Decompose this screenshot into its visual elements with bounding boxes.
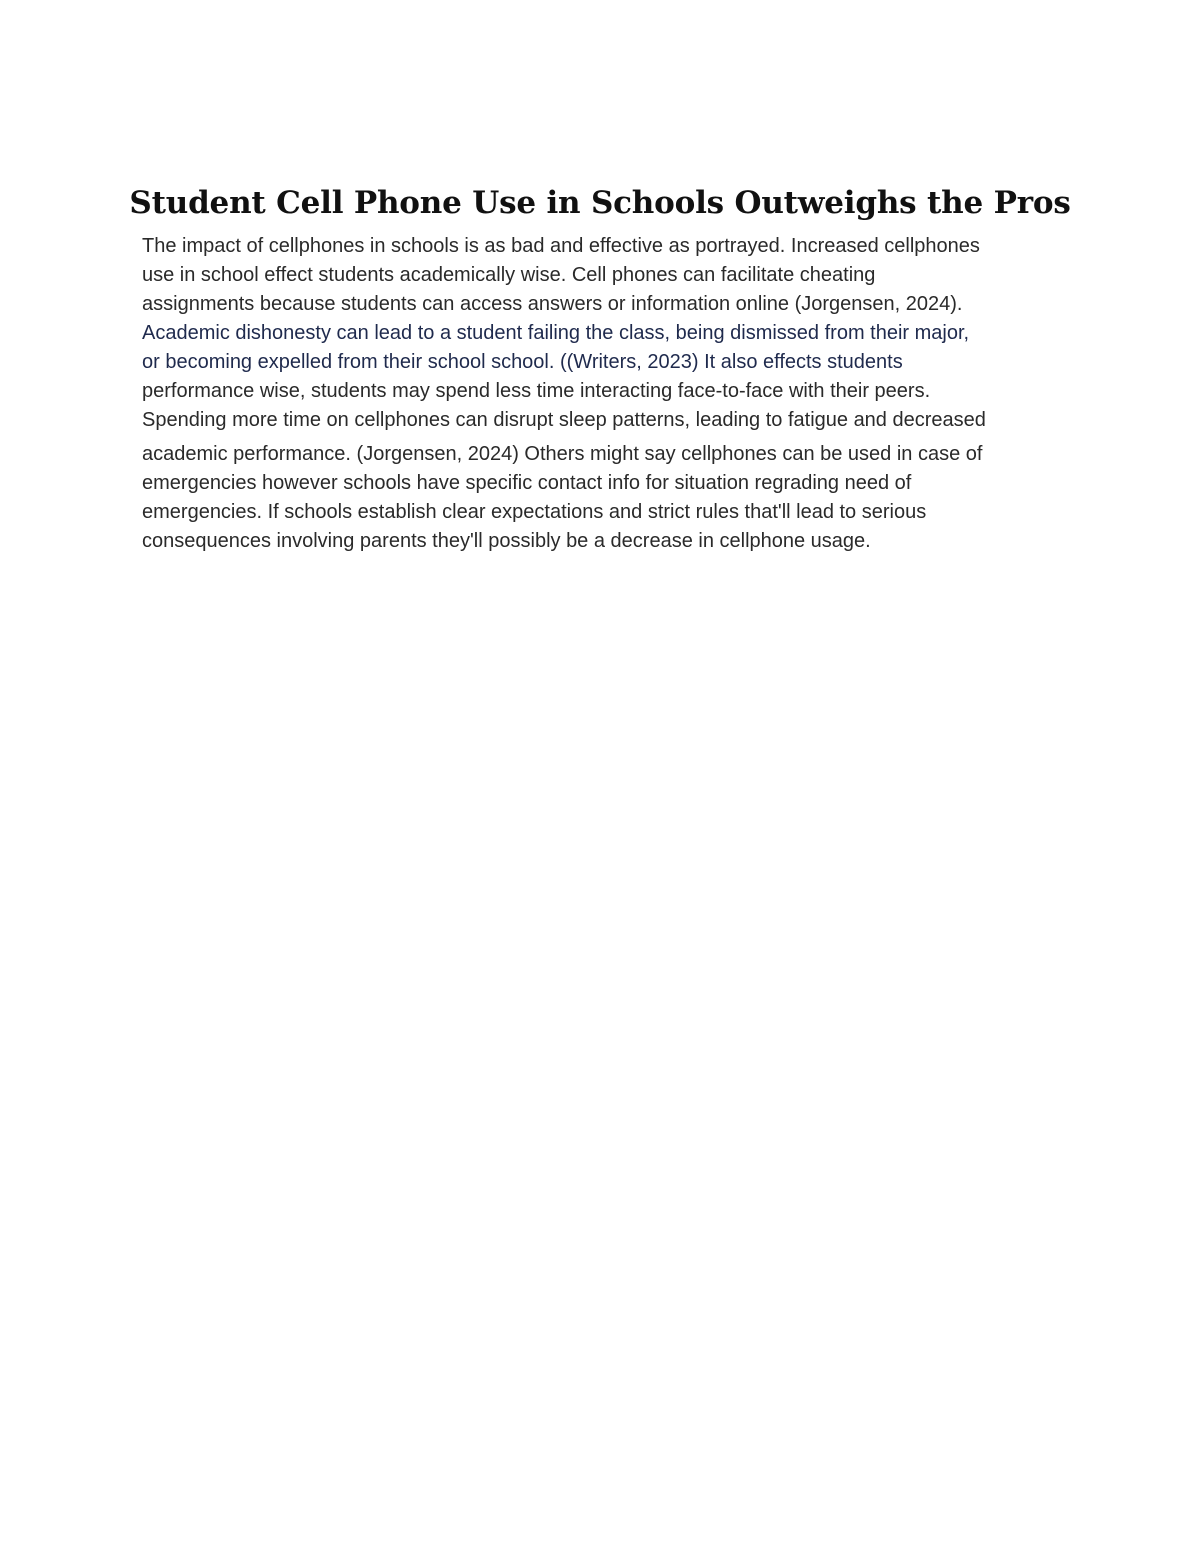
body-line-2: use in school effect students academically wise. Cell phones can facilitate cheating xyxy=(142,264,876,286)
body-line-10: emergencies. If schools establish clear expectations and strict rules that'll lead to serious xyxy=(142,501,927,523)
body-line-7: Spending more time on cellphones can disrupt sleep patterns, leading to fatigue and decreased xyxy=(142,409,986,431)
body-line-6: performance wise, students may spend less time interacting face-to-face with their peers. xyxy=(142,380,931,402)
body-line-9: emergencies however schools have specific contact info for situation regrading need of xyxy=(142,472,912,494)
body-line-5: or becoming expelled from their school school. ((Writers, 2023) It also effects students xyxy=(142,351,903,373)
body-line-11: consequences involving parents they'll possibly be a decrease in cellphone usage. xyxy=(142,530,871,552)
document-body xyxy=(142,232,1062,556)
body-line-4: Academic dishonesty can lead to a student failing the class, being dismissed from their major, xyxy=(142,322,970,344)
body-line-1: The impact of cellphones in schools is as bad and effective as portrayed. Increased cellphones xyxy=(142,235,980,257)
body-line-3: assignments because students can access answers or information online (Jorgensen, 2024). xyxy=(142,293,963,315)
body-line-8: academic performance. (Jorgensen, 2024) Others might say cellphones can be used in case of xyxy=(142,443,983,465)
document-title: Student Cell Phone Use in Schools Outweighs the Pros xyxy=(129,185,1071,221)
